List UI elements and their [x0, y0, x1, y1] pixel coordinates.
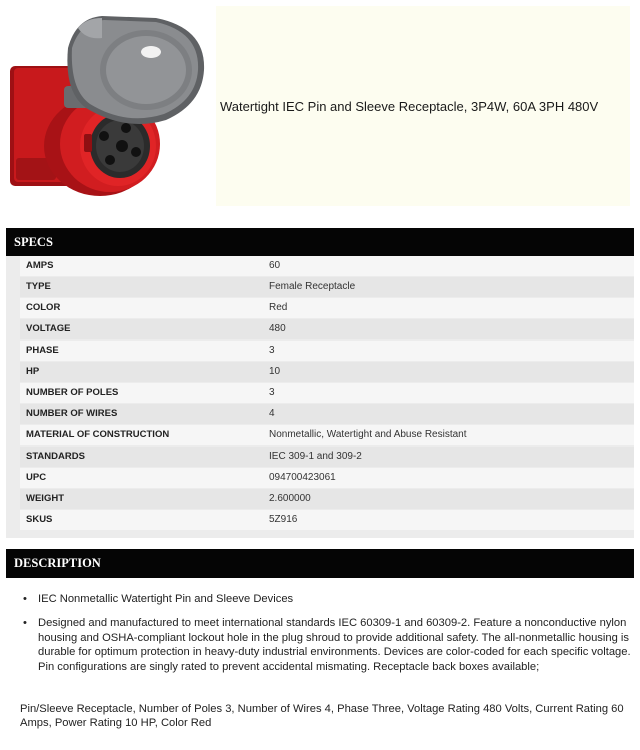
spec-value: Nonmetallic, Watertight and Abuse Resistant: [269, 429, 467, 440]
spec-row-skus: [20, 510, 634, 530]
spec-label: NUMBER OF WIRES: [26, 408, 118, 419]
spec-value: Red: [269, 302, 288, 313]
spec-row-number-of-poles: [20, 383, 634, 403]
spec-label: AMPS: [26, 260, 54, 271]
spec-value: 094700423061: [269, 472, 336, 483]
spec-value: 60: [269, 260, 281, 271]
spec-label: UPC: [26, 472, 47, 483]
spec-row-upc: [20, 468, 634, 488]
title-panel: [216, 6, 630, 206]
spec-value: 2.600000: [269, 493, 311, 504]
spec-label: COLOR: [26, 302, 61, 313]
spec-label: TYPE: [26, 281, 51, 292]
description-summary: Pin/Sleeve Receptacle, Number of Poles 3, Number of Wires 4, Phase Three, Voltage Rating 480 Volts, Current Rating 60 Amps, Power Rating 10 HP, Color Red: [20, 703, 624, 730]
spec-label: WEIGHT: [26, 493, 64, 504]
spec-label: HP: [26, 366, 40, 377]
spec-row-material: [20, 425, 634, 445]
spec-label: MATERIAL OF CONSTRUCTION: [26, 429, 170, 440]
spec-row-type: [20, 277, 634, 297]
spec-value: 5Z916: [269, 514, 298, 525]
spec-value: 4: [269, 408, 275, 419]
list-item-text: Designed and manufactured to meet international standards IEC 60309-1 and 60309-2. Feature a nonconductive nylon housing and OSHA-compliant lockout hole in the plug shroud to provide additional safety. The all-nonmetallic housing is durable for optimum protection in heavy-duty industrial environments. Devices are color-coded for each specific voltage. Pin configurations are singly rated to prevent accidental mismating. Receptacle back boxes available;: [38, 617, 631, 673]
spec-label: NUMBER OF POLES: [26, 387, 119, 398]
specs-table: [6, 256, 634, 538]
specs-heading: SPECS: [6, 228, 634, 257]
spec-row-color: [20, 298, 634, 318]
list-item-text: IEC Nonmetallic Watertight Pin and Sleeve Devices: [38, 593, 294, 605]
spec-label: VOLTAGE: [26, 323, 71, 334]
product-header: [0, 0, 640, 212]
spec-value: 480: [269, 323, 286, 334]
spec-value: IEC 309-1 and 309-2: [269, 451, 362, 462]
bullet-icon: •: [23, 617, 27, 630]
red-receptacle-icon: [6, 8, 210, 204]
spec-row-voltage: [20, 319, 634, 339]
list-item: [20, 616, 632, 674]
spec-row-standards: [20, 447, 634, 467]
spec-label: STANDARDS: [26, 451, 85, 462]
spec-row-hp: [20, 362, 634, 382]
spec-row-weight: [20, 489, 634, 509]
description-list: [20, 592, 632, 674]
spec-row-amps: [20, 256, 634, 276]
spec-value: Female Receptacle: [269, 281, 356, 292]
spec-value: 3: [269, 387, 275, 398]
spec-value: 10: [269, 366, 281, 377]
list-item: [20, 592, 632, 606]
spec-label: PHASE: [26, 345, 59, 356]
spec-row-number-of-wires: [20, 404, 634, 424]
description-heading: DESCRIPTION: [6, 549, 634, 578]
product-title: Watertight IEC Pin and Sleeve Receptacle, 3P4W, 60A 3PH 480V: [220, 98, 599, 114]
spec-label: SKUS: [26, 514, 53, 525]
spec-value: 3: [269, 345, 275, 356]
spec-row-phase: [20, 341, 634, 361]
bullet-icon: •: [23, 593, 27, 605]
